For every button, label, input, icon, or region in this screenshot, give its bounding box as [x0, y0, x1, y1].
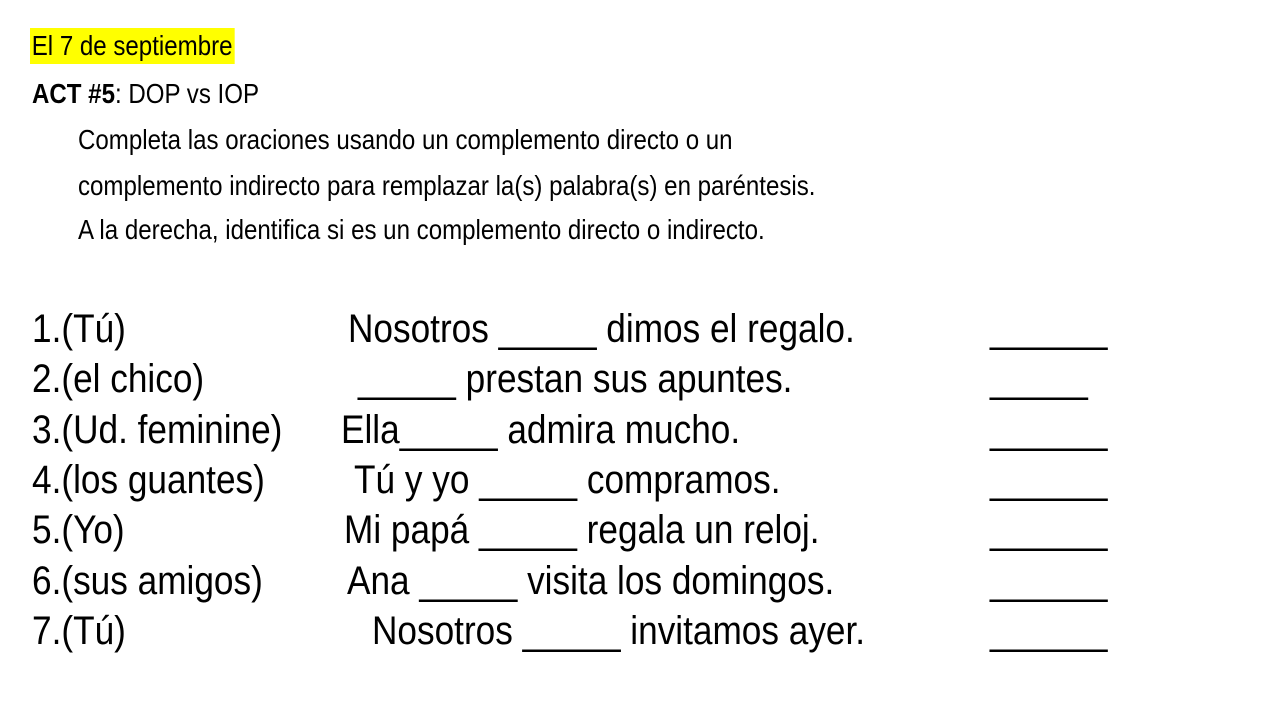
item-hint: 1.(Tú) — [32, 307, 126, 351]
instruction-line-2: complemento indirecto para remplazar la(s) palabra(s) en paréntesis. — [78, 170, 816, 201]
item-hint: 7.(Tú) — [32, 609, 126, 653]
exercise-item — [32, 304, 1232, 354]
item-answer-blank[interactable]: ______ — [990, 408, 1108, 452]
exercise-item — [32, 354, 1232, 404]
item-sentence: Ella_____ admira mucho. — [341, 408, 741, 452]
instruction-line-1: Completa las oraciones usando un complemento directo o un — [78, 124, 733, 155]
date-heading: El 7 de septiembre — [30, 28, 235, 64]
exercise-item — [32, 455, 1232, 505]
item-hint: 4.(los guantes) — [32, 458, 265, 502]
item-sentence: Nosotros _____ dimos el regalo. — [348, 307, 855, 351]
item-sentence: Mi papá _____ regala un reloj. — [344, 508, 820, 552]
item-sentence: Tú y yo _____ compramos. — [354, 458, 781, 502]
item-answer-blank[interactable]: _____ — [990, 357, 1088, 401]
item-answer-blank[interactable]: ______ — [990, 307, 1108, 351]
item-sentence: Ana _____ visita los domingos. — [347, 559, 835, 603]
item-sentence: Nosotros _____ invitamos ayer. — [372, 609, 866, 653]
item-answer-blank[interactable]: ______ — [990, 458, 1108, 502]
exercise-item — [32, 505, 1232, 555]
item-answer-blank[interactable]: ______ — [990, 508, 1108, 552]
item-hint: 5.(Yo) — [32, 508, 125, 552]
activity-title — [32, 76, 259, 112]
activity-topic: : DOP vs IOP — [114, 78, 260, 109]
activity-number: ACT #5 — [32, 78, 115, 109]
item-answer-blank[interactable]: ______ — [990, 609, 1108, 653]
instruction-line-3: A la derecha, identifica si es un complemento directo o indirecto. — [78, 214, 765, 245]
exercise-item — [32, 606, 1232, 656]
item-answer-blank[interactable]: ______ — [990, 559, 1108, 603]
item-sentence: _____ prestan sus apuntes. — [358, 357, 793, 401]
item-hint: 6.(sus amigos) — [32, 559, 263, 603]
item-hint: 3.(Ud. feminine) — [32, 408, 283, 452]
item-hint: 2.(el chico) — [32, 357, 205, 401]
exercise-item — [32, 556, 1232, 606]
exercise-item — [32, 405, 1232, 455]
